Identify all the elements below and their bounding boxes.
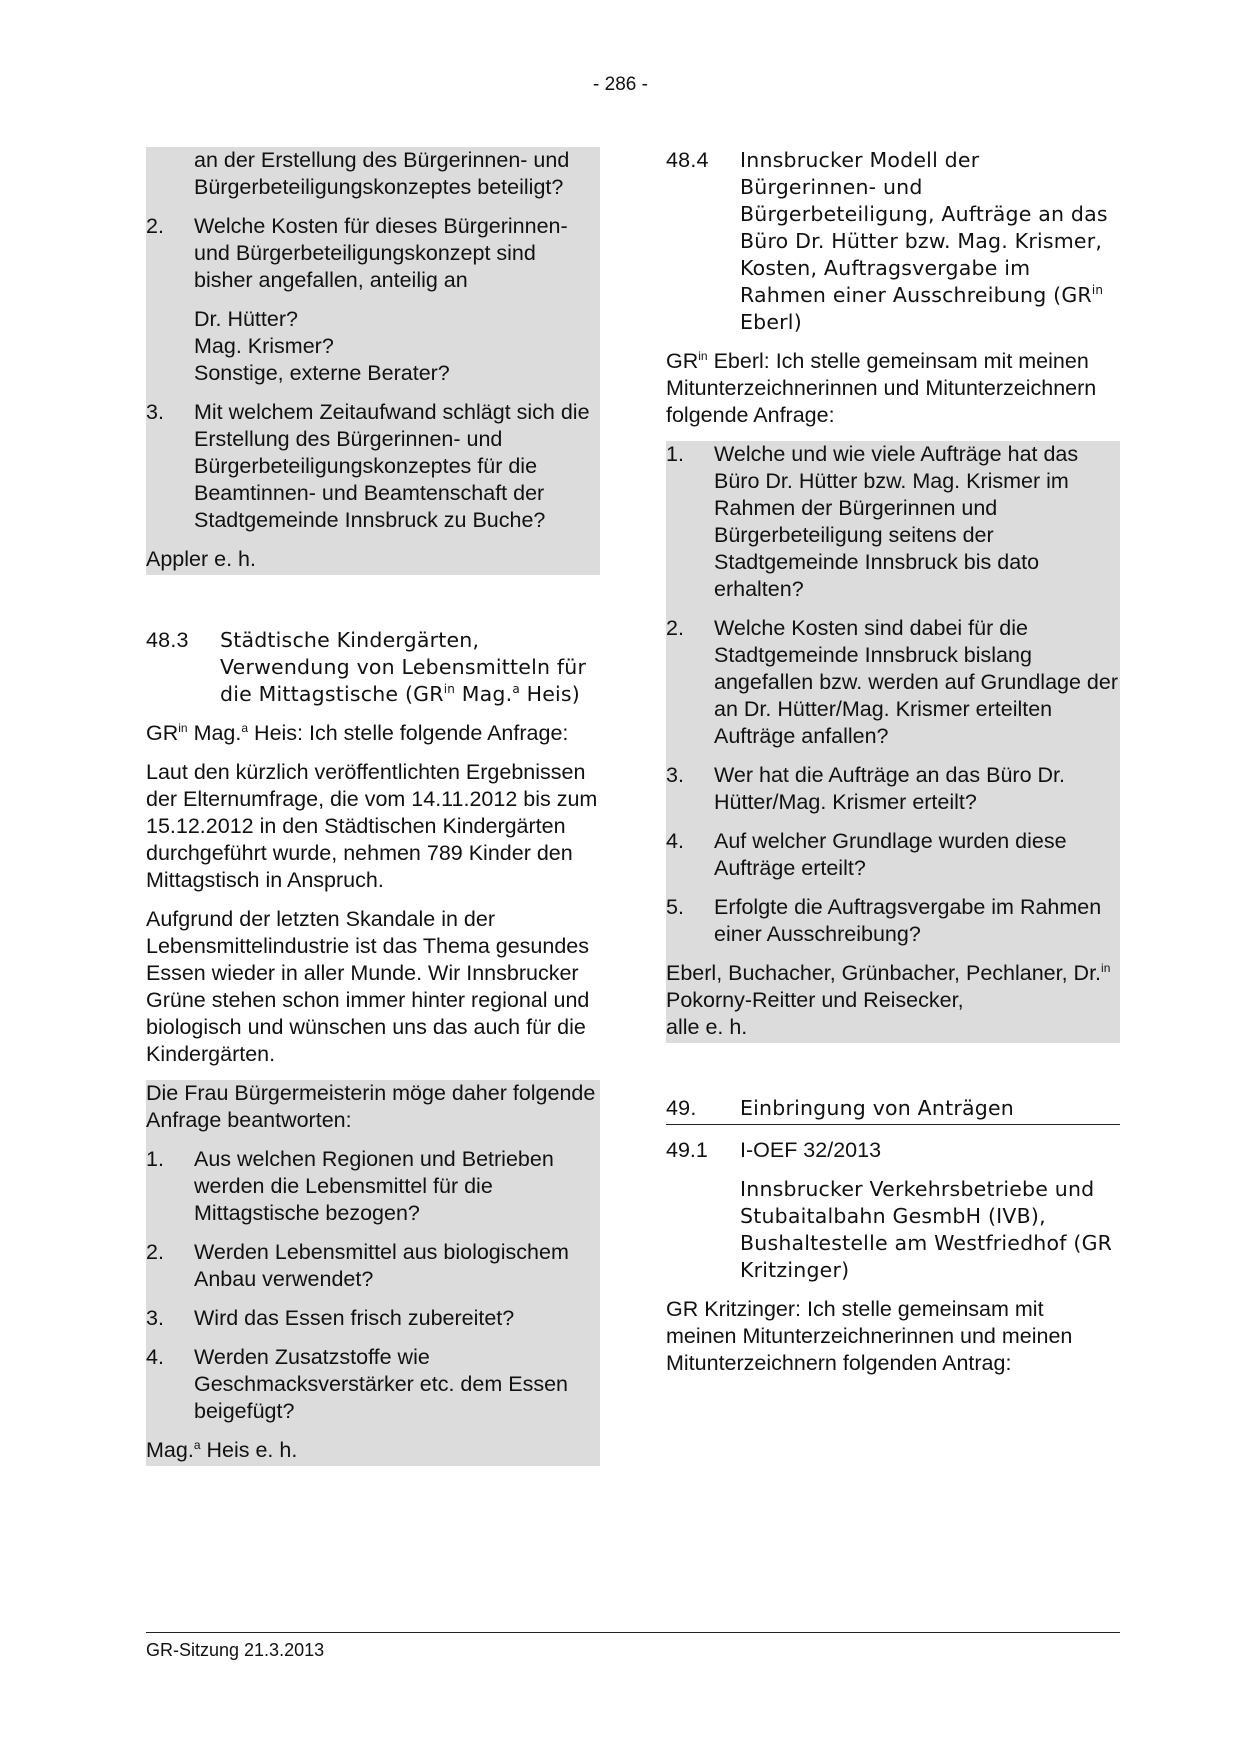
section-title: Städtische Kindergärten, Verwendung von Lebensmitteln für die Mittagstische ($GR^{in}$ Mag.$^a$ Heis) — [220, 628, 587, 706]
list-item — [146, 1344, 600, 1425]
section-number: 49. — [666, 1096, 697, 1120]
list-number: 1. — [666, 442, 684, 466]
list-text: Welche Kosten für dieses Bürgerinnen- und Bürgerbeteiligungskonzept sind bisher angefallen, anteilig an — [194, 214, 568, 292]
list-number: 4. — [666, 829, 684, 853]
right-column — [666, 147, 1120, 1377]
list-number: 1. — [146, 1147, 164, 1171]
left-column — [146, 147, 600, 1466]
sub-item: Sonstige, externe Berater? — [194, 361, 450, 385]
list-item — [146, 213, 600, 294]
list-item — [666, 441, 1120, 603]
list-item — [146, 1239, 600, 1293]
list-item — [146, 1146, 600, 1227]
list-item — [666, 894, 1120, 948]
list-text: Aus welchen Regionen und Betrieben werden die Lebensmittel für die Mittagstische bezogen? — [194, 1147, 554, 1225]
section-number: 48.4 — [666, 148, 709, 172]
list-number: 5. — [666, 895, 684, 919]
section-number: 49.1 — [666, 1138, 708, 1162]
list-item — [666, 828, 1120, 882]
list-text: Welche Kosten sind dabei für die Stadtgemeinde Innsbruck bislang angefallen bzw. werden auf Grundlage der an Dr. Hütter/Mag. Krismer erteilten Aufträge anfallen? — [714, 616, 1118, 748]
footer-text: GR-Sitzung 21.3.2013 — [146, 1640, 325, 1660]
inquiry-block — [666, 441, 1120, 1043]
list-item — [146, 1305, 600, 1332]
list-text: Wird das Essen frisch zubereitet? — [194, 1306, 515, 1330]
inquiry-continuation-block — [146, 147, 600, 575]
section-title: Innsbrucker Modell der Bürgerinnen- und Bürgerbeteiligung, Aufträge an das Büro Dr. Hütter bzw. Mag. Krismer, Kosten, Auftragsvergabe im Rahmen einer Ausschreibung ($GR^{in}$ Eberl) — [740, 148, 1108, 334]
question-list — [666, 441, 1120, 948]
footer-rule — [146, 1632, 1120, 1633]
motion-id: I-OEF 32/2013 — [740, 1138, 882, 1162]
intro-text: GR Kritzinger: Ich stelle gemeinsam mit meinen Mitunterzeichnerinnen und meinen Mitunterzeichnern folgenden Antrag: — [666, 1297, 1073, 1375]
inquiry-request: Die Frau Bürgermeisterin möge daher folgende Anfrage beantworten: — [146, 1081, 596, 1132]
intro-text: $GR^{in}$ Mag.$^a$ Heis: Ich stelle folgende Anfrage: — [146, 721, 569, 745]
list-text: Erfolgte die Auftragsvergabe im Rahmen einer Ausschreibung? — [714, 895, 1102, 946]
list-item — [146, 399, 600, 534]
continuation-text: an der Erstellung des Bürgerinnen- und Bürgerbeteiligungskonzeptes beteiligt? — [194, 148, 570, 199]
section-number: 48.3 — [146, 628, 189, 652]
question-list — [146, 1146, 600, 1425]
section-heading-48-4 — [666, 147, 1120, 336]
motion-reference — [666, 1137, 1120, 1164]
list-number: 3. — [666, 763, 684, 787]
section-heading-48-3 — [146, 627, 600, 708]
signature: Appler e. h. — [146, 547, 256, 571]
list-item — [666, 762, 1120, 816]
inquiry-block — [146, 1080, 600, 1466]
list-number: 4. — [146, 1345, 164, 1369]
paragraph: Aufgrund der letzten Skandale in der Lebensmittelindustrie ist das Thema gesundes Essen wieder in aller Munde. Wir Innsbrucker Grüne stehen schon immer hinter regional und biologisch und wünschen uns das auch für die Kindergärten. — [146, 907, 590, 1066]
intro-text: $GR^{in}$ Eberl: Ich stelle gemeinsam mit meinen Mitunterzeichnerinnen und Mitunterzeichnern folgende Anfrage: — [666, 349, 1097, 427]
list-text: Auf welcher Grundlage wurden diese Aufträge erteilt? — [714, 829, 1067, 880]
list-text: Werden Lebensmittel aus biologischem Anbau verwendet? — [194, 1240, 569, 1291]
signature: Mag.$^a$ Heis e. h. — [146, 1438, 298, 1462]
sub-item: Dr. Hütter? — [194, 307, 298, 331]
page-number: - 286 - — [593, 74, 648, 95]
signature: Eberl, Buchacher, Grünbacher, Pechlaner, Dr.$^{in}$ Pokorny-Reitter und Reisecker, alle e. h. — [666, 961, 1111, 1039]
list-number: 2. — [666, 616, 684, 640]
section-heading-49-1 — [666, 1176, 1120, 1284]
list-number: 2. — [146, 1240, 164, 1264]
paragraph: Laut den kürzlich veröffentlichten Ergebnissen der Elternumfrage, die vom 14.11.2012 bis zum 15.12.2012 in den Städtischen Kindergärten durchgeführt wurde, nehmen 789 Kinder den Mittagstisch in Anspruch. — [146, 760, 598, 892]
list-item — [666, 615, 1120, 750]
list-text: Mit welchem Zeitaufwand schlägt sich die Erstellung des Bürgerinnen- und Bürgerbeteiligungskonzeptes für die Beamtinnen- und Beamtenschaft der Stadtgemeinde Innsbruck zu Buche? — [194, 400, 590, 532]
section-title: Innsbrucker Verkehrsbetriebe und Stubaitalbahn GesmbH (IVB), Bushaltestelle am Westfriedhof (GR Kritzinger) — [740, 1177, 1113, 1282]
list-number: 3. — [146, 400, 164, 424]
list-text: Wer hat die Aufträge an das Büro Dr. Hütter/Mag. Krismer erteilt? — [714, 763, 1065, 814]
section-heading-49 — [666, 1095, 1120, 1125]
section-title: Einbringung von Anträgen — [740, 1096, 1014, 1120]
list-text: Werden Zusatzstoffe wie Geschmacksverstärker etc. dem Essen beigefügt? — [194, 1345, 568, 1423]
list-number: 2. — [146, 214, 164, 238]
sub-item: Mag. Krismer? — [194, 334, 334, 358]
list-text: Welche und wie viele Aufträge hat das Büro Dr. Hütter bzw. Mag. Krismer im Rahmen der Bürgerinnen und Bürgerbeteiligung seitens der Stadtgemeinde Innsbruck bis dato erhalten? — [714, 442, 1079, 601]
list-number: 3. — [146, 1306, 164, 1330]
